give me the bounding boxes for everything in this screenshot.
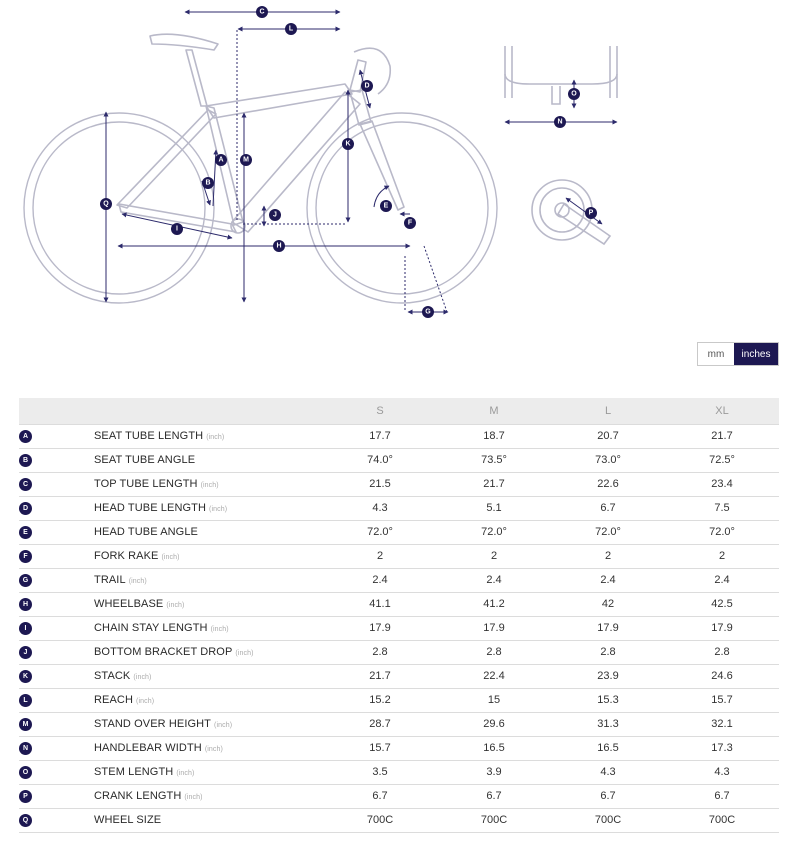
svg-text:O: O [571,90,577,98]
header-spacer [19,398,94,424]
row-badge-cell [19,640,94,664]
marker-d [361,80,373,92]
value-cell: 4.3 [372,502,388,514]
row-letter-badge: H [19,598,32,611]
measurement-unit: (inch) [184,794,203,801]
table-row [19,688,779,712]
svg-text:Q: Q [103,200,109,208]
row-label-cell [94,472,323,496]
row-letter-badge: L [19,694,32,707]
value-cell: 72.0° [709,526,735,538]
size-header-xl: XL [715,404,729,417]
handlebar-inset [505,46,617,104]
table-row [19,784,779,808]
row-badge-cell [19,784,94,808]
measurement-unit: (inch) [133,674,152,681]
value-cell: 2.8 [714,646,730,658]
value-cell: 21.7 [369,670,391,682]
value-cell: 2.8 [372,646,388,658]
table-row [19,496,779,520]
unit-mm-button[interactable]: mm [698,343,734,365]
table-row [19,616,779,640]
table-row [19,808,779,832]
value-cell: 7.5 [714,502,730,514]
value-cell: 18.7 [483,430,505,442]
value-cell: 700C [708,814,736,826]
table-row [19,520,779,544]
marker-q [100,198,112,210]
measurement-label: SEAT TUBE ANGLE [94,454,196,466]
value-cell: 73.5° [481,454,507,466]
measurement-unit: (inch) [235,650,254,657]
value-cell: 2.4 [714,574,730,586]
table-row [19,424,779,448]
table-row [19,472,779,496]
value-cell: 17.7 [369,430,391,442]
row-badge-cell [19,472,94,496]
measurement-label: REACH [94,694,134,706]
row-badge-cell [19,448,94,472]
value-cell: 72.0° [595,526,621,538]
measurement-unit: (inch) [161,554,180,561]
value-cell: 73.0° [595,454,621,466]
bike-frame [117,34,404,233]
svg-text:N: N [557,118,563,126]
row-badge-cell [19,736,94,760]
geometry-table [19,398,779,833]
measurement-unit: (inch) [176,770,195,777]
value-cell: 15.7 [369,742,391,754]
row-label-cell [94,808,323,832]
measurement-unit: (inch) [204,746,223,753]
svg-text:B: B [205,179,211,187]
measurement-label: TRAIL [94,574,126,586]
row-label-cell [94,736,323,760]
value-cell: 72.0° [481,526,507,538]
value-cell: 2.8 [600,646,616,658]
measurement-unit: (inch) [214,722,233,729]
row-badge-cell [19,808,94,832]
value-cell: 2 [604,550,612,562]
measurement-label: WHEELBASE [94,598,164,610]
svg-text:E: E [383,202,389,210]
value-cell: 21.7 [711,430,733,442]
measurement-label: BOTTOM BRACKET DROP [94,646,233,658]
row-label-cell [94,424,323,448]
row-badge-cell [19,592,94,616]
value-cell: 2 [376,550,384,562]
size-header-m: M [489,404,499,417]
value-cell: 3.5 [372,766,388,778]
marker-k [342,138,354,150]
table-row [19,592,779,616]
value-cell: 41.1 [369,598,391,610]
measurement-unit: (inch) [128,578,147,585]
row-badge-cell [19,688,94,712]
row-badge-cell [19,664,94,688]
row-badge-cell [19,568,94,592]
measurement-label: WHEEL SIZE [94,814,162,826]
marker-b [202,177,214,189]
value-cell: 2.4 [600,574,616,586]
svg-text:I: I [176,225,178,233]
row-label-cell [94,712,323,736]
value-cell: 23.4 [711,478,733,490]
table-row [19,544,779,568]
svg-text:J: J [273,211,277,219]
value-cell: 16.5 [597,742,619,754]
row-letter-badge: B [19,454,32,467]
value-cell: 6.7 [486,790,502,802]
svg-text:P: P [588,209,594,217]
value-cell: 15.3 [597,694,619,706]
measurement-label: TOP TUBE LENGTH [94,478,198,490]
measurement-label: STEM LENGTH [94,766,174,778]
row-label-cell [94,640,323,664]
value-cell: 15.2 [369,694,391,706]
marker-j [269,209,281,221]
measurement-unit: (inch) [209,506,228,513]
value-cell: 21.5 [369,478,391,490]
row-badge-cell [19,712,94,736]
value-cell: 17.3 [711,742,733,754]
value-cell: 16.5 [483,742,505,754]
row-label-cell [94,664,323,688]
value-cell: 5.1 [486,502,502,514]
row-letter-badge: A [19,430,32,443]
marker-n [554,116,566,128]
row-letter-badge: D [19,502,32,515]
value-cell: 2.8 [486,646,502,658]
measurement-label: FORK RAKE [94,550,159,562]
row-letter-badge: F [19,550,32,563]
table-row [19,736,779,760]
row-letter-badge: N [19,742,32,755]
measurement-label: HEAD TUBE ANGLE [94,526,198,538]
marker-i [171,223,183,235]
value-cell: 4.3 [600,766,616,778]
measurement-label: HANDLEBAR WIDTH [94,742,202,754]
value-cell: 17.9 [483,622,505,634]
row-label-cell [94,688,323,712]
header-spacer [94,398,323,424]
row-badge-cell [19,424,94,448]
svg-text:H: H [276,242,282,250]
unit-inches-button[interactable]: inches [734,343,778,365]
row-badge-cell [19,616,94,640]
measurement-label: HEAD TUBE LENGTH [94,502,207,514]
marker-p [585,207,597,219]
measurement-unit: (inch) [166,602,185,609]
table-row [19,568,779,592]
table-row [19,664,779,688]
crankset-inset [532,180,610,244]
row-label-cell [94,616,323,640]
value-cell: 700C [594,814,622,826]
measurement-unit: (inch) [206,434,225,441]
marker-g [422,306,434,318]
value-cell: 15.7 [711,694,733,706]
value-cell: 2 [490,550,498,562]
value-cell: 72.5° [709,454,735,466]
row-label-cell [94,544,323,568]
row-letter-badge: M [19,718,32,731]
table-row [19,448,779,472]
marker-m [240,154,252,166]
row-letter-badge: Q [19,814,32,827]
row-label-cell [94,496,323,520]
svg-text:C: C [259,8,265,16]
row-label-cell [94,448,323,472]
table-header-row [19,398,779,424]
table-row [19,760,779,784]
value-cell: 20.7 [597,430,619,442]
value-cell: 32.1 [711,718,733,730]
row-label-cell [94,568,323,592]
value-cell: 2.4 [372,574,388,586]
value-cell: 31.3 [597,718,619,730]
value-cell: 700C [366,814,394,826]
value-cell: 22.4 [483,670,505,682]
row-label-cell [94,520,323,544]
marker-a [215,154,227,166]
marker-o [568,88,580,100]
unit-toggle [697,342,779,366]
value-cell: 2 [718,550,726,562]
value-cell: 15 [487,694,501,706]
table-row [19,640,779,664]
value-cell: 29.6 [483,718,505,730]
value-cell: 17.9 [711,622,733,634]
svg-text:D: D [364,82,370,90]
value-cell: 3.9 [486,766,502,778]
value-cell: 17.9 [369,622,391,634]
svg-text:F: F [407,219,413,227]
size-header-s: S [376,404,384,417]
row-letter-badge: K [19,670,32,683]
marker-f [404,217,416,229]
svg-text:G: G [425,308,431,316]
measurement-unit: (inch) [210,626,229,633]
measurement-label: SEAT TUBE LENGTH [94,430,204,442]
value-cell: 700C [480,814,508,826]
value-cell: 6.7 [600,502,616,514]
value-cell: 22.6 [597,478,619,490]
table-row [19,712,779,736]
value-cell: 28.7 [369,718,391,730]
value-cell: 42.5 [711,598,733,610]
row-letter-badge: J [19,646,32,659]
svg-text:K: K [345,140,351,148]
bike-geometry-diagram [0,0,799,335]
row-label-cell [94,760,323,784]
row-letter-badge: G [19,574,32,587]
value-cell: 21.7 [483,478,505,490]
row-badge-cell [19,760,94,784]
measurement-label: CHAIN STAY LENGTH [94,622,208,634]
value-cell: 6.7 [714,790,730,802]
value-cell: 4.3 [714,766,730,778]
row-letter-badge: P [19,790,32,803]
row-badge-cell [19,496,94,520]
svg-text:M: M [243,156,249,164]
value-cell: 74.0° [367,454,393,466]
value-cell: 23.9 [597,670,619,682]
measurement-label: STACK [94,670,131,682]
value-cell: 17.9 [597,622,619,634]
marker-l [285,23,297,35]
value-cell: 2.4 [486,574,502,586]
value-cell: 6.7 [600,790,616,802]
rear-wheel [24,113,214,303]
value-cell: 72.0° [367,526,393,538]
measurement-unit: (inch) [200,482,219,489]
svg-text:A: A [218,156,224,164]
value-cell: 24.6 [711,670,733,682]
row-letter-badge: C [19,478,32,491]
row-letter-badge: O [19,766,32,779]
value-cell: 6.7 [372,790,388,802]
marker-e [380,200,392,212]
svg-text:L: L [288,25,294,33]
row-label-cell [94,592,323,616]
row-badge-cell [19,544,94,568]
row-letter-badge: I [19,622,32,635]
measurement-label: CRANK LENGTH [94,790,182,802]
row-label-cell [94,784,323,808]
measurement-label: STAND OVER HEIGHT [94,718,212,730]
row-letter-badge: E [19,526,32,539]
value-cell: 41.2 [483,598,505,610]
marker-c [256,6,268,18]
marker-h [273,240,285,252]
value-cell: 42 [601,598,615,610]
measurement-unit: (inch) [136,698,155,705]
size-header-l: L [604,404,612,417]
row-badge-cell [19,520,94,544]
